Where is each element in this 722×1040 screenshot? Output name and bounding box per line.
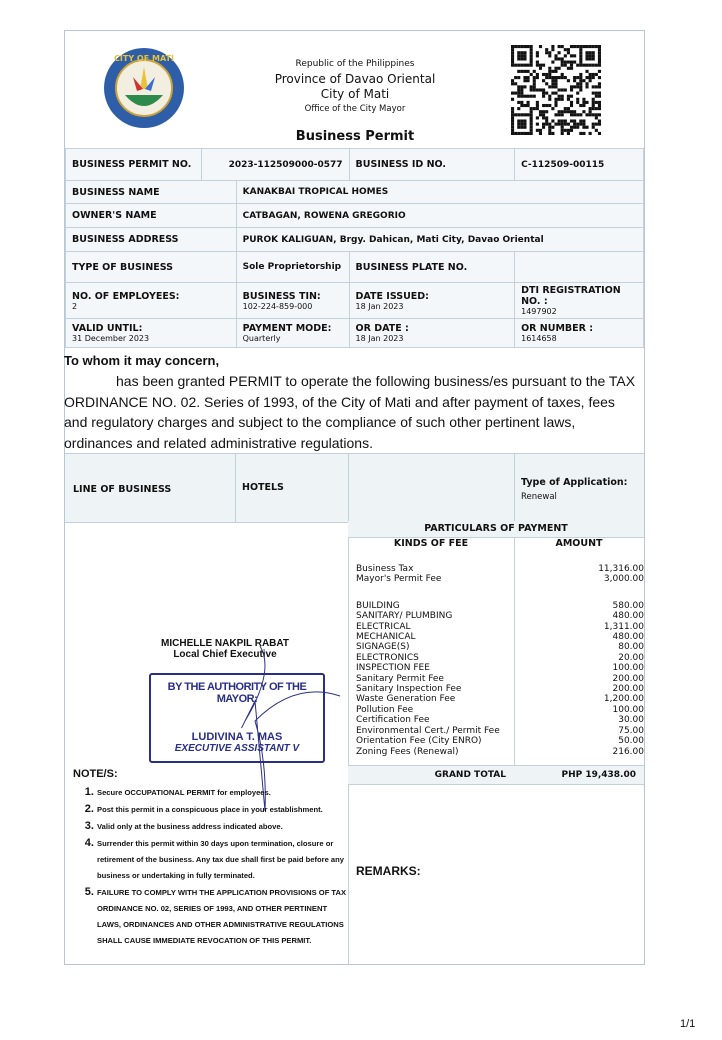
fee-row [356,694,644,704]
business-permit-document [64,30,645,965]
application-type-value: Renewal [521,492,557,502]
fee-row [356,726,644,736]
owner-label: OWNER'S NAME [66,204,237,228]
fee-kind: Orientation Fee (City ENRO) [356,736,482,747]
fee-amount: 80.00 [618,642,644,653]
city-text: City of Mati [320,87,390,101]
grand-total-row [348,765,644,785]
owner-value: CATBAGAN, ROWENA GREGORIO [236,204,643,228]
stamp-authority-line: BY THE AUTHORITY OF THE MAYOR: [167,681,307,705]
fee-row [356,663,644,673]
fee-row [356,574,644,584]
permit-no-label: BUSINESS PERMIT NO. [66,149,202,181]
valid-label: VALID UNTIL: [72,323,143,334]
permit-info-table [65,148,644,348]
fee-row [356,653,644,663]
fee-kind: Sanitary Permit Fee [356,673,444,684]
note-item: 1. Secure OCCUPATIONAL PERMIT for employees. [97,784,348,801]
stamp-name: LUDIVINA T. MAS [191,731,283,743]
fee-amount: 480.00 [612,611,644,622]
fee-row [356,674,644,684]
dti-label: DTI REGISTRATION NO. : [521,285,621,307]
fee-kind: BUILDING [356,600,400,611]
business-name-label: BUSINESS NAME [66,181,237,204]
grand-total-label: GRAND TOTAL [434,770,506,780]
grand-total-value: PHP 19,438.00 [561,770,636,780]
fee-amount: 200.00 [612,673,644,684]
fee-kind: Pollution Fee [356,704,414,715]
fee-kind: Waste Generation Fee [356,694,456,705]
fee-row [356,736,644,746]
tin-label: BUSINESS TIN: [242,290,321,302]
fee-row [356,715,644,725]
line-of-business-value: HOTELS [242,482,284,493]
header [65,31,644,147]
fee-row [356,684,644,694]
fee-kind: INSPECTION FEE [356,663,430,674]
permit-no-value: 2023-112509000-0577 [201,149,349,181]
fee-amount: 216.00 [612,746,644,757]
notes-section [73,768,348,949]
permit-statement: has been granted PERMIT to operate the following business/es pursuant to the TAX ORDINANCE NO. 02. Series of 1993, of the City of Mati and after payment of taxes, fees and regulatory charges and subject to the compliance of such other pertinent laws, ordinances and related administrative regulations. [64,373,636,451]
type-label: TYPE OF BUSINESS [66,252,237,283]
republic-text: Republic of the Philippines [295,59,415,69]
province-text: Province of Davao Oriental [274,72,436,86]
fee-kind: Mayor's Permit Fee [356,574,442,585]
note-item: 4. Surrender this permit within 30 days upon termination, closure or retirement of the business. Any tax due shall first be paid before any business or undertaking in fully terminated. [97,835,348,884]
fee-amount: 3,000.00 [603,574,644,585]
fee-row [356,564,644,574]
document-title: Business Permit [295,129,415,144]
or-date-label: OR DATE : [355,323,409,334]
fee-kind: ELECTRONICS [356,652,419,663]
fee-row [356,642,644,652]
fee-kind: SANITARY/ PLUMBING [356,611,453,622]
payment-mode-value: Quarterly [242,334,281,343]
address-label: BUSINESS ADDRESS [66,228,237,252]
signatory-title: Local Chief Executive [173,649,277,660]
remarks-label: REMARKS: [356,864,421,878]
fee-row [356,705,644,715]
fee-amount: 580.00 [612,600,644,611]
fee-amount: 1,200.00 [603,694,644,705]
amount-header: AMOUNT [555,538,603,549]
issued-label: DATE ISSUED: [355,290,429,302]
city-seal-logo [103,47,185,129]
fee-kind: ELECTRICAL [356,621,411,632]
signatory-name: MICHELLE NAKPIL RABAT [161,638,289,649]
business-name-value: KANAKBAI TROPICAL HOMES [236,181,643,204]
qr-code [511,45,601,135]
fee-kind: Certification Fee [356,715,430,726]
fee-kind: MECHANICAL [356,632,416,643]
note-item: 2. Post this permit in a conspicuous place in your establishment. [97,801,348,818]
payment-title: PARTICULARS OF PAYMENT [348,521,644,538]
fee-amount: 20.00 [618,652,644,663]
fee-row [356,622,644,632]
line-of-business-label: LINE OF BUSINESS [73,484,172,495]
note-item: 5. FAILURE TO COMPLY WITH THE APPLICATION PROVISIONS OF TAX ORDINANCE NO. 02, SERIES OF 1993, AND OTHER PERTINENT LAWS, ORDINANCES AND OTHER ADMINISTRATIVE REGULATIONS SHALL CAUSE IMMEDIATE REVOCATION OF THIS PERMIT. [97,884,348,949]
fee-row [356,747,644,757]
stamp-title: EXECUTIVE ASSISTANT V [174,743,300,754]
or-number-value: 1614658 [521,334,557,343]
employees-label: NO. OF EMPLOYEES: [72,290,180,302]
kinds-of-fee-header: KINDS OF FEE [393,538,469,549]
fee-kind: Business Tax [356,564,414,574]
business-id-label: BUSINESS ID NO. [349,149,515,181]
business-id-value: C-112509-00115 [515,149,644,181]
or-date-value: 18 Jan 2023 [355,334,404,343]
notes-title: NOTE/S: [73,768,118,780]
fee-amount: 100.00 [612,704,644,715]
payment-mode-label: PAYMENT MODE: [242,323,332,334]
office-text: Office of the City Mayor [304,104,406,114]
note-item: 3. Valid only at the business address indicated above. [97,818,348,835]
tin-value: 102-224-859-000 [242,301,313,311]
greeting: To whom it may concern, [64,353,220,368]
fee-amount: 50.00 [618,736,644,747]
issued-value: 18 Jan 2023 [355,301,404,311]
plate-value [515,252,644,283]
fee-amount: 200.00 [612,684,644,695]
or-number-label: OR NUMBER : [521,323,594,334]
fee-amount: 1,311.00 [603,621,644,632]
line-of-business-row [65,453,644,523]
fee-row [356,632,644,642]
application-type-label: Type of Application: [521,477,628,488]
fee-kind: Sanitary Inspection Fee [356,684,462,695]
fee-row [356,611,644,621]
page-number: 1/1 [680,1018,696,1030]
fee-kind: Zoning Fees (Renewal) [356,746,459,757]
fee-amount: 480.00 [612,632,644,643]
fee-amount: 100.00 [612,663,644,674]
fee-amount: 30.00 [618,715,644,726]
dti-value: 1497902 [521,307,557,316]
valid-value: 31 December 2023 [72,334,150,343]
fee-kind: SIGNAGE(S) [356,642,410,653]
employees-value: 2 [72,301,78,311]
fee-kind: Environmental Cert./ Permit Fee [356,725,500,736]
fee-row [356,601,644,611]
plate-label: BUSINESS PLATE NO. [349,252,515,283]
fee-amount: 75.00 [618,725,644,736]
svg-text:CITY OF MATI: CITY OF MATI [114,54,174,63]
type-value: Sole Proprietorship [236,252,349,283]
payment-particulars [348,521,644,757]
fee-amount: 11,316.00 [598,564,644,574]
address-value: PUROK KALIGUAN, Brgy. Dahican, Mati City, Davao Oriental [236,228,643,252]
